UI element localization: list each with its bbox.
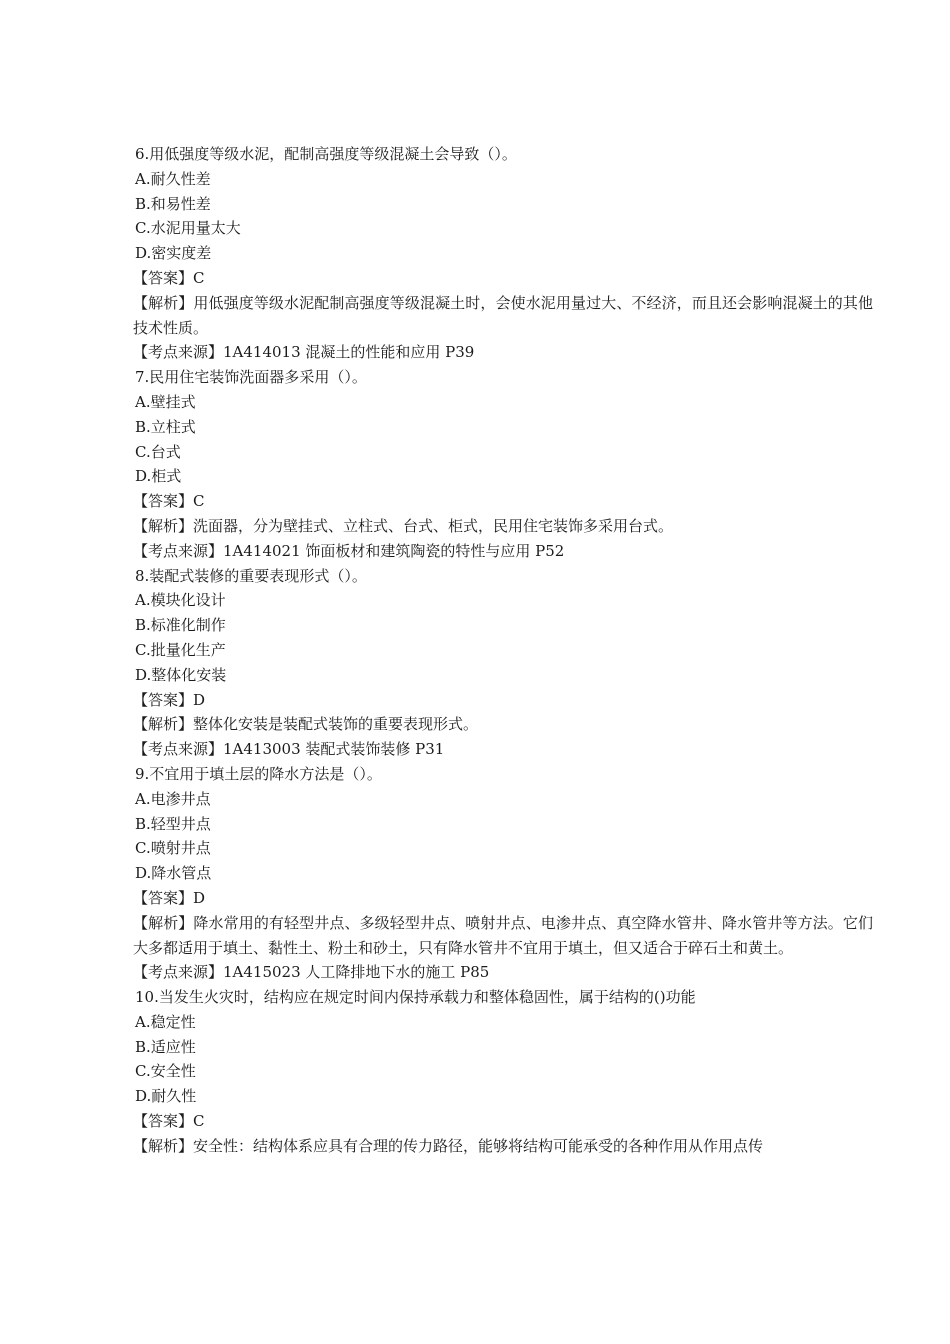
option: D.降水管点 [135,864,212,883]
question-stem: 10.当发生火灾时，结构应在规定时间内保持承载力和整体稳固性，属于结构的()功能 [135,988,696,1007]
answer: 【答案】C [133,1112,205,1131]
source: 【考点来源】1A414013 混凝土的性能和应用 P39 [133,343,475,362]
answer: 【答案】D [133,690,206,709]
option: A.耐久性差 [135,169,211,188]
option: D.密实度差 [135,244,212,263]
analysis: 【解析】安全性：结构体系应具有合理的传力路径，能够将结构可能承受的各种作用从作用点传 [133,1136,764,1155]
option: C.台式 [135,442,181,461]
question-stem: 7.民用住宅装饰洗面器多采用（）。 [135,368,367,387]
option: D.柜式 [135,467,182,486]
option: A.模块化设计 [135,591,226,610]
analysis: 【解析】降水常用的有轻型井点、多级轻型井点、喷射井点、电渗井点、真空降水管井、降水管井等方法。它们大多都适用于填土、黏性土、粉土和砂土，只有降水管井不宜用于填土，但又适合于碎石土和黄土。 [133,913,873,957]
option: C.批量化生产 [135,640,226,659]
question-stem: 8.装配式装修的重要表现形式（）。 [135,566,367,585]
analysis: 【解析】整体化安装是装配式装饰的重要表现形式。 [133,715,479,734]
source: 【考点来源】1A415023 人工降排地下水的施工 P85 [133,963,490,982]
analysis: 【解析】用低强度等级水泥配制高强度等级混凝土时，会使水泥用量过大、不经济，而且还会影响混凝土的其他技术性质。 [133,293,873,337]
option: B.和易性差 [135,194,211,213]
analysis: 【解析】洗面器，分为壁挂式、立柱式、台式、柜式，民用住宅装饰多采用台式。 [133,516,674,535]
answer: 【答案】C [133,268,205,287]
option: D.耐久性 [135,1087,197,1106]
option: A.壁挂式 [135,392,196,411]
option: B.标准化制作 [135,616,226,635]
option: C.水泥用量太大 [135,219,241,238]
option: B.轻型井点 [135,814,211,833]
option: D.整体化安装 [135,665,227,684]
option: C.安全性 [135,1062,196,1081]
option: B.适应性 [135,1037,196,1056]
question-stem: 6.用低强度等级水泥，配制高强度等级混凝土会导致（）。 [135,145,517,163]
source: 【考点来源】1A414021 饰面板材和建筑陶瓷的特性与应用 P52 [133,541,565,560]
question-list [133,142,873,1159]
answer: 【答案】C [133,492,205,511]
source: 【考点来源】1A413003 装配式装饰装修 P31 [133,740,445,759]
option: C.喷射井点 [135,839,211,858]
question-stem: 9.不宜用于填土层的降水方法是（）。 [135,764,382,783]
option: B.立柱式 [135,417,196,436]
answer: 【答案】D [133,888,206,907]
option: A.稳定性 [135,1012,196,1031]
option: A.电渗井点 [135,789,211,808]
